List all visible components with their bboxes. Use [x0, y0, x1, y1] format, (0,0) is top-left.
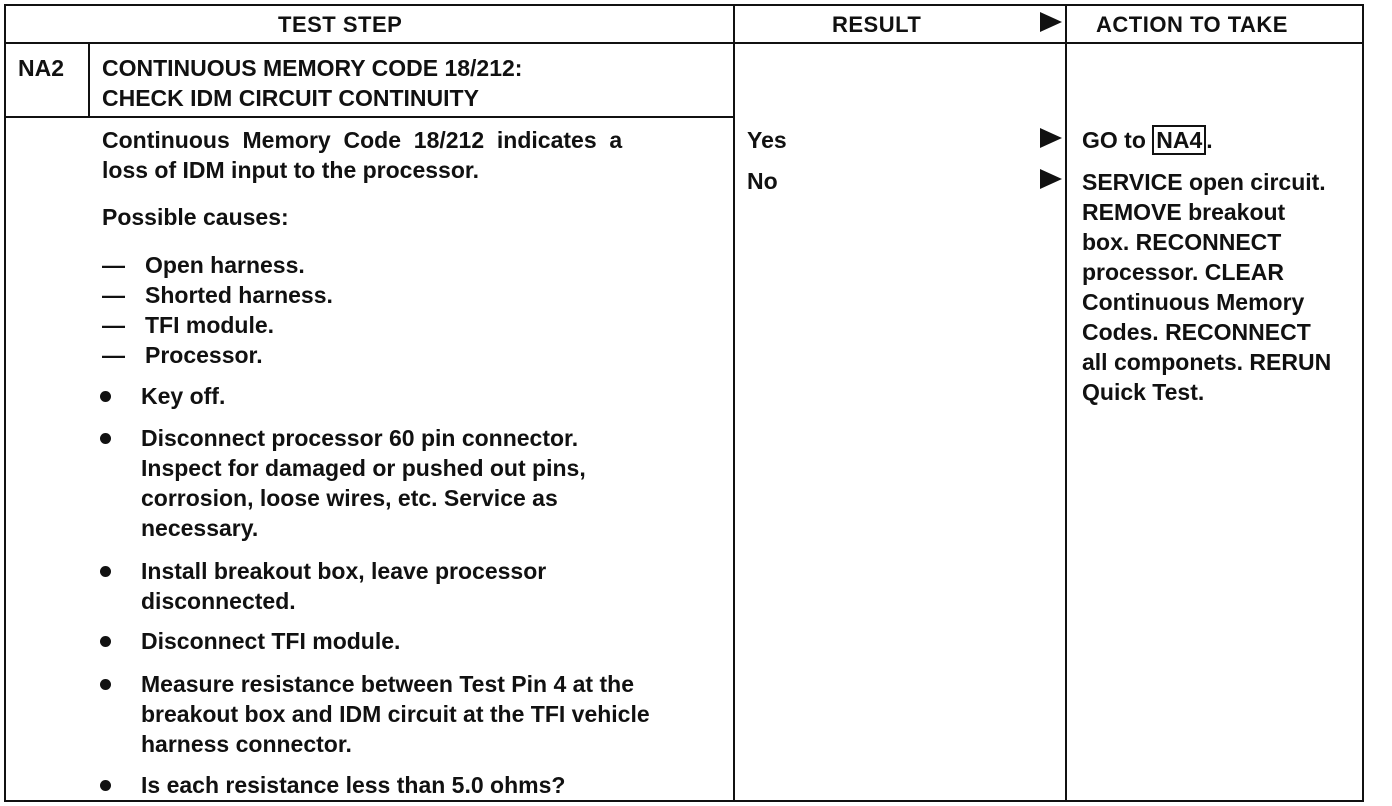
result-no: No: [747, 168, 778, 194]
action-no-line: SERVICE open circuit.: [1082, 169, 1326, 195]
bullet-line: Install breakout box, leave processor: [141, 558, 547, 584]
action-yes-suffix: .: [1206, 127, 1213, 153]
header-divider: [4, 42, 1364, 44]
step-title-line1: CONTINUOUS MEMORY CODE 18/212:: [102, 55, 523, 81]
action-no-line: Continuous Memory: [1082, 289, 1305, 315]
bullet-dot: [100, 433, 111, 444]
causes-heading: Possible causes:: [102, 204, 289, 230]
bullet-line: breakout box and IDM circuit at the TFI vehicle: [141, 701, 650, 727]
bullet-line: Measure resistance between Test Pin 4 at the: [141, 671, 634, 697]
result-yes-arrow-icon: [1040, 128, 1062, 148]
cause-item: Processor.: [145, 342, 263, 368]
bullet-dot: [100, 391, 111, 402]
cause-item: TFI module.: [145, 312, 275, 338]
step-title-divider: [4, 116, 735, 118]
header-action: ACTION TO TAKE: [1096, 12, 1288, 37]
action-no-line: box. RECONNECT: [1082, 229, 1282, 255]
action-no-line: Codes. RECONNECT: [1082, 319, 1311, 345]
cause-dash: —: [102, 282, 125, 308]
action-yes-prefix: GO to: [1082, 127, 1153, 153]
action-no-line: REMOVE breakout: [1082, 199, 1286, 225]
action-yes: [1082, 125, 1213, 155]
bullet-line: necessary.: [141, 515, 259, 541]
cause-dash: —: [102, 312, 125, 338]
bullet-line: corrosion, loose wires, etc. Service as: [141, 485, 558, 511]
bullet-dot: [100, 566, 111, 577]
bullet-line: Inspect for damaged or pushed out pins,: [141, 455, 586, 481]
cause-item: Open harness.: [145, 252, 305, 278]
result-no-arrow-icon: [1040, 169, 1062, 189]
step-id: NA2: [18, 55, 65, 81]
bullet-line: Key off.: [141, 383, 226, 409]
header-test-step: TEST STEP: [278, 12, 403, 37]
action-no-line: processor. CLEAR: [1082, 259, 1284, 285]
action-no-line: all componets. RERUN: [1082, 349, 1332, 375]
bullet-dot: [100, 636, 111, 647]
header-result: RESULT: [832, 12, 922, 37]
bullet-question: Is each resistance less than 5.0 ohms?: [141, 772, 566, 798]
divider-test-result: [733, 4, 735, 802]
intro-line1: Continuous Memory Code 18/212 indicates a: [102, 127, 623, 153]
result-yes: Yes: [747, 127, 787, 153]
step-id-divider: [88, 42, 90, 118]
header-arrow-icon: [1040, 12, 1062, 32]
cause-item: Shorted harness.: [145, 282, 333, 308]
action-yes-ref: NA4: [1152, 125, 1206, 155]
bullet-line: Disconnect processor 60 pin connector.: [141, 425, 579, 451]
bullet-dot: [100, 780, 111, 791]
step-title-line2: CHECK IDM CIRCUIT CONTINUITY: [102, 85, 479, 111]
divider-result-action: [1065, 4, 1067, 802]
action-no-line: Quick Test.: [1082, 379, 1205, 405]
cause-dash: —: [102, 342, 125, 368]
bullet-line: harness connector.: [141, 731, 352, 757]
cause-dash: —: [102, 252, 125, 278]
bullet-line: disconnected.: [141, 588, 296, 614]
bullet-line: Disconnect TFI module.: [141, 628, 401, 654]
bullet-dot: [100, 679, 111, 690]
intro-line2: loss of IDM input to the processor.: [102, 157, 479, 183]
